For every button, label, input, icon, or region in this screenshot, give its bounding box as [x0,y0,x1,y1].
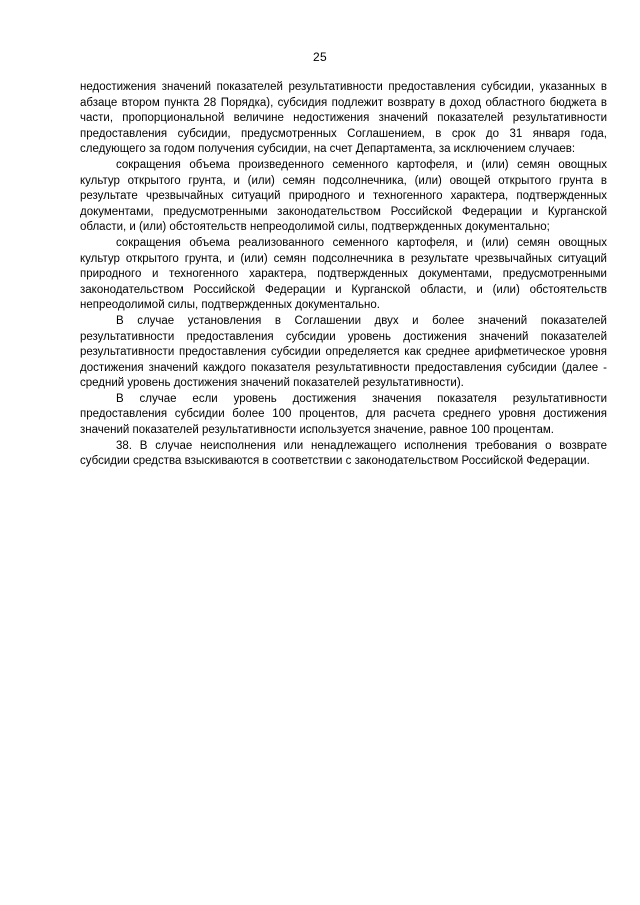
paragraph-exception-produced: сокращения объема произведенного семенного картофеля, и (или) семян овощных культур открытого грунта, и (или) семян подсолнечника, (или) овощей открытого грунта в результате чрезвычайных ситуаций природного и техногенного характера, подтвержденных документами, предусмотренными законодательством Российской Федерации и Курганской области, и (или) обстоятельств непреодолимой силы, подтвержденных документально; [80,158,607,234]
paragraph-continuation: недостижения значений показателей результативности предоставления субсидии, указанных в абзаце втором пункта 28 Порядка), субсидия подлежит возврату в доход областного бюджета в части, пропорциональной величине недостижения значений показателей результативности предоставления субсидии, предусмотренных Соглашением, в срок до 31 января года, следующего за годом получения субсидии, на счет Департамента, за исключением случаев: [80,81,607,156]
paragraph-exception-sold: сокращения объема реализованного семенного картофеля, и (или) семян овощных культур открытого грунта, и (или) семян подсолнечника в результате чрезвычайных ситуаций природного и техногенного характера, подтвержденных документами, предусмотренными законодательством Российской Федерации и Курганской области, и (или) обстоятельств непреодолимой силы, подтвержденных документально. [80,236,607,312]
paragraph-item-38: 38. В случае неисполнения или ненадлежащего исполнения требования о возврате субсидии средства взыскиваются в соответствии с законодательством Российской Федерации. [80,439,607,468]
paragraph-average-level: В случае установления в Соглашении двух и более значений показателей результативности предоставления субсидии уровень достижения значений показателей результативности предоставления субсидии определяется как среднее арифметическое уровня достижения значений каждого показателя результативности предоставления субсидии (далее - средний уровень достижения значений показателей результативности). [80,314,607,390]
page-number: 25 [313,50,327,64]
paragraph-over-100-percent: В случае если уровень достижения значения показателя результативности предоставления субсидии более 100 процентов, для расчета среднего уровня достижения значений показателей результативности используется значение, равное 100 процентам. [80,392,607,437]
document-body [80,80,607,470]
